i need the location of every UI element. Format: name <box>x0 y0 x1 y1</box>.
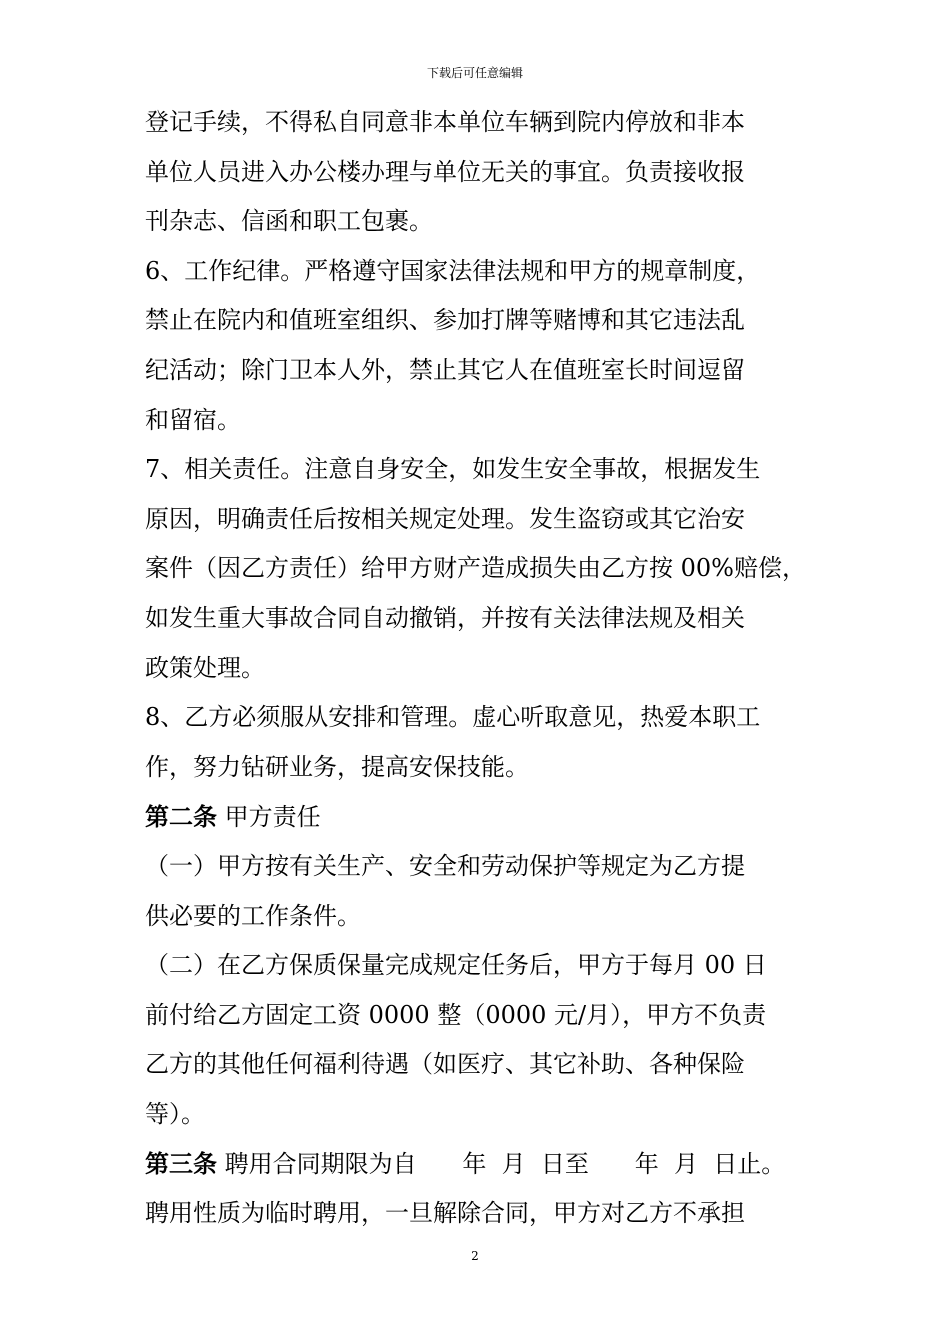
line-text: 乙方的其他任何福利待遇（如医疗、其它补助、各种保险 <box>145 1050 745 1079</box>
line-text: （二）在乙方保质保量完成规定任务后，甲方于每月 00 日 <box>145 951 767 980</box>
text-line <box>145 743 825 793</box>
line-text: 原因，明确责任后按相关规定处理。发生盗窃或其它治安 <box>145 504 745 533</box>
line-text: 7、相关责任。注意自身安全，如发生安全事故，根据发生 <box>145 455 761 484</box>
text-line <box>145 941 825 991</box>
page-number: 2 <box>471 1249 479 1263</box>
line-text: （一）甲方按有关生产、安全和劳动保护等规定为乙方提 <box>145 851 745 880</box>
text-line <box>145 346 825 396</box>
line-text: 前付给乙方固定工资 0000 整（0000 元/月），甲方不负责 <box>145 1000 767 1029</box>
text-line <box>145 594 825 644</box>
line-text: 甲方责任 <box>217 803 321 832</box>
line-text: 供必要的工作条件。 <box>145 901 361 930</box>
page-header: 下载后可任意编辑 <box>426 66 523 80</box>
line-text: 聘用合同期限为自 年 月 日至 年 月 日止。 <box>217 1150 786 1179</box>
line-text: 案件（因乙方责任）给甲方财产造成损失由乙方按 00%赔偿， <box>145 554 806 583</box>
article-heading: 第三条 <box>145 1149 217 1179</box>
line-text: 纪活动；除门卫本人外，禁止其它人在值班室长时间逗留 <box>145 355 745 384</box>
text-line <box>145 1139 825 1189</box>
line-text: 单位人员进入办公楼办理与单位无关的事宜。负责接收报 <box>145 157 745 186</box>
text-line <box>145 892 825 942</box>
line-text: 等）。 <box>145 1099 205 1128</box>
text-line <box>145 148 825 198</box>
line-text: 如发生重大事故合同自动撤销，并按有关法律法规及相关 <box>145 603 745 632</box>
line-text: 和留宿。 <box>145 405 241 434</box>
text-line <box>145 296 825 346</box>
text-line <box>145 693 825 743</box>
line-text: 8、乙方必须服从安排和管理。虚心听取意见，热爱本职工 <box>145 703 761 732</box>
text-line <box>145 98 825 148</box>
text-line <box>145 1189 825 1239</box>
line-text: 6、工作纪律。严格遵守国家法律法规和甲方的规章制度， <box>145 256 761 285</box>
article-heading: 第二条 <box>145 802 217 832</box>
text-line <box>145 396 825 446</box>
text-line <box>145 495 825 545</box>
line-text: 作，努力钻研业务，提高安保技能。 <box>145 752 529 781</box>
text-line <box>145 544 825 594</box>
document-body <box>145 98 825 1239</box>
line-text: 登记手续，不得私自同意非本单位车辆到院内停放和非本 <box>145 108 745 136</box>
text-line <box>145 247 825 297</box>
line-text: 刊杂志、信函和职工包裹。 <box>145 207 433 236</box>
line-text: 聘用性质为临时聘用，一旦解除合同，甲方对乙方不承担 <box>145 1199 745 1228</box>
text-line <box>145 991 825 1041</box>
text-line <box>145 1090 825 1140</box>
text-line <box>145 197 825 247</box>
line-text: 政策处理。 <box>145 653 265 682</box>
line-text: 禁止在院内和值班室组织、参加打牌等赌博和其它违法乱 <box>145 306 745 335</box>
text-line <box>145 445 825 495</box>
text-line <box>145 792 825 842</box>
text-line <box>145 644 825 694</box>
text-line <box>145 842 825 892</box>
text-line <box>145 1040 825 1090</box>
